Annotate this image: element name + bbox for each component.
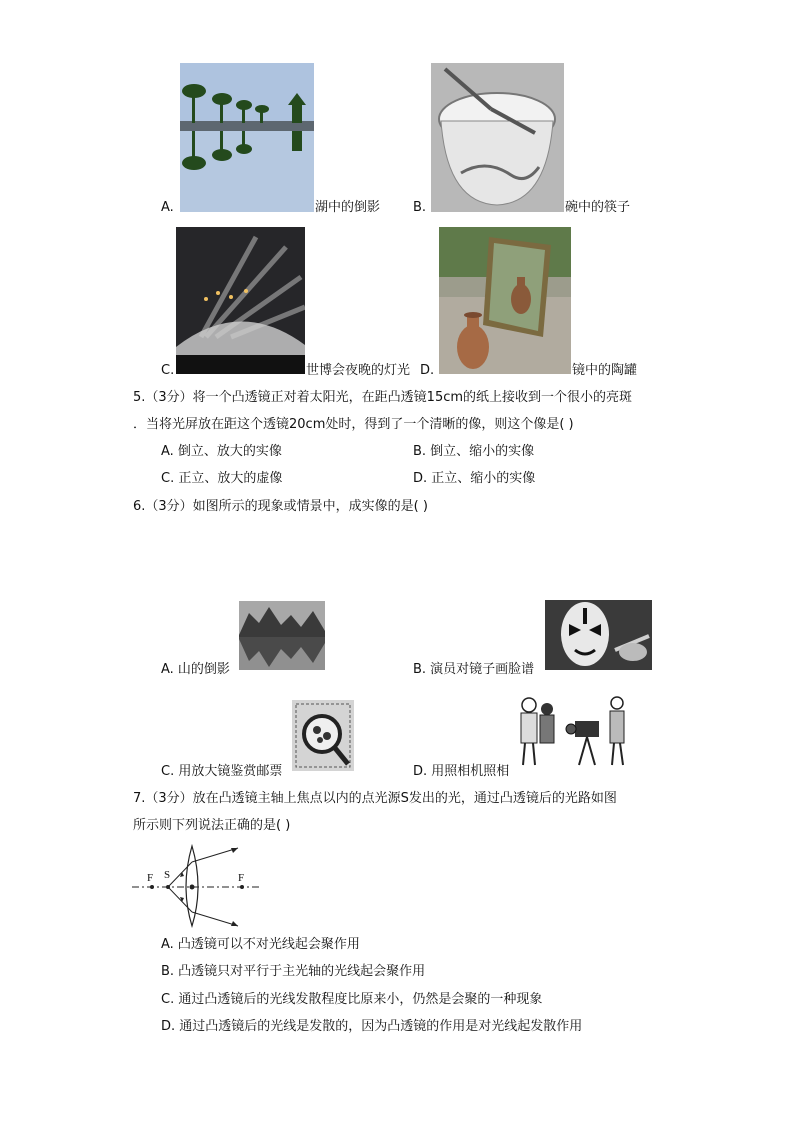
- q6-stem: 6.（3分）如图所示的现象或情景中，成实像的是( ): [133, 499, 428, 514]
- q7-stem-line2: 所示则下列说法正确的是( ): [133, 818, 291, 833]
- q5-stem-line2: ．当将光屏放在距这个透镜20cm处时，得到了一个清晰的像，则这个像是( ): [133, 417, 574, 432]
- q4-option-c-letter: C.: [161, 363, 175, 378]
- q5-option-b[interactable]: B. 倒立、缩小的实像: [413, 444, 535, 459]
- q4-option-d-caption: 镜中的陶罐: [572, 363, 638, 378]
- q6-option-a[interactable]: A. 山的倒影: [161, 662, 230, 677]
- q7-stem-line1: 7.（3分）放在凸透镜主轴上焦点以内的点光源S发出的光，通过凸透镜后的光路如图: [133, 791, 617, 806]
- q4-option-d-letter: D.: [420, 363, 435, 378]
- q7-option-a[interactable]: A. 凸透镜可以不对光线起会聚作用: [161, 937, 360, 952]
- left-focus-label: F: [147, 872, 154, 884]
- q6-option-b[interactable]: B. 演员对镜子画脸谱: [413, 662, 535, 677]
- q5-option-a[interactable]: A. 倒立、放大的实像: [161, 444, 282, 459]
- q5-stem-line1: 5.（3分）将一个凸透镜正对着太阳光，在距凸透镜15cm的纸上接收到一个很小的亮斑: [133, 390, 633, 405]
- q6-option-c[interactable]: C. 用放大镜鉴赏邮票: [161, 764, 283, 779]
- camera-photo-image: [513, 693, 633, 773]
- mirror-vase-image: [439, 227, 571, 374]
- bowl-chopsticks-image: [431, 63, 564, 212]
- q6-option-d[interactable]: D. 用照相机照相: [413, 764, 510, 779]
- q4-option-c-caption: 世博会夜晚的灯光: [306, 363, 411, 378]
- q5-option-c[interactable]: C. 正立、放大的虚像: [161, 471, 283, 486]
- q4-option-b-caption: 碗中的筷子: [565, 200, 631, 215]
- expo-night-lights-image: [176, 227, 305, 374]
- q7-option-d[interactable]: D. 通过凸透镜后的光线是发散的，因为凸透镜的作用是对光线起发散作用: [161, 1019, 583, 1034]
- q5-option-d[interactable]: D. 正立、缩小的实像: [413, 471, 536, 486]
- optical-center-dot: [190, 885, 195, 890]
- right-focus-label: F: [238, 872, 245, 884]
- convex-lens-diagram: [128, 842, 266, 928]
- lake-reflection-image: [180, 63, 314, 212]
- light-source-label: S: [164, 869, 171, 881]
- q7-option-b[interactable]: B. 凸透镜只对平行于主光轴的光线起会聚作用: [161, 964, 426, 979]
- q7-option-c[interactable]: C. 通过凸透镜后的光线发散程度比原来小，仍然是会聚的一种现象: [161, 992, 543, 1007]
- opera-makeup-image: [545, 600, 652, 670]
- magnifier-stamp-image: [292, 700, 354, 771]
- q4-option-a-caption: 湖中的倒影: [315, 200, 381, 215]
- q4-option-b-letter: B.: [413, 200, 427, 215]
- mountain-reflection-image: [239, 601, 325, 670]
- q4-option-a-letter: A.: [161, 200, 174, 215]
